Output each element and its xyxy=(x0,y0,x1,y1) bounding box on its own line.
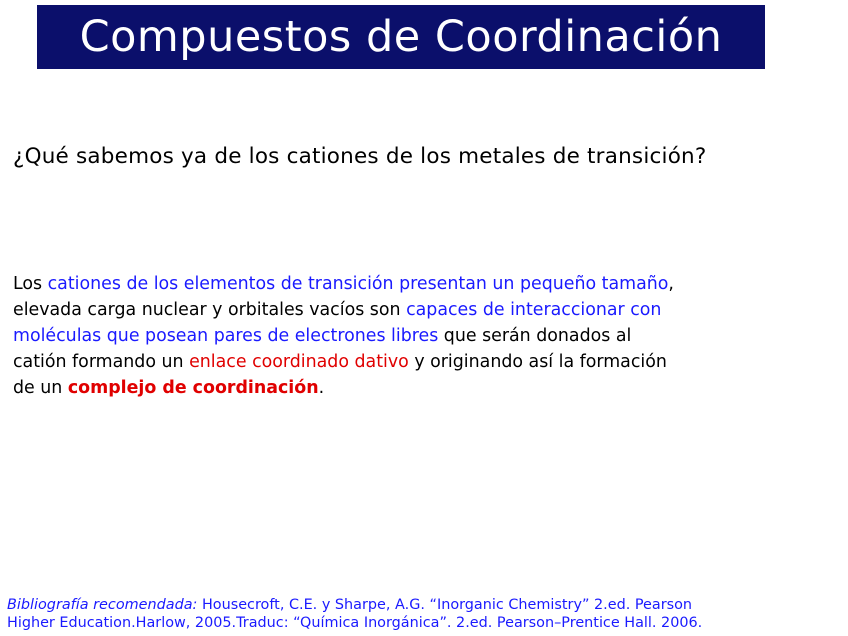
bibliography-line-2: Higher Education.Harlow, 2005.Traduc: “Química Inorgánica”. 2.ed. Pearson–Prentice Hall. 2006. xyxy=(7,615,703,631)
bibliography-line-1 xyxy=(7,596,843,614)
text-run: . xyxy=(318,378,325,398)
body-paragraph xyxy=(13,271,838,401)
slide-title: Compuestos de Coordinación xyxy=(79,12,723,62)
text-run: que serán donados al xyxy=(438,326,632,346)
text-run: Housecroft, C.E. y Sharpe, A.G. “Inorganic Chemistry” 2.ed. Pearson xyxy=(197,597,693,613)
text-run: Los xyxy=(13,274,48,294)
text-run: , xyxy=(668,274,674,294)
question-heading: ¿Qué sabemos ya de los cationes de los metales de transición? xyxy=(13,144,707,169)
title-banner xyxy=(37,5,765,69)
paragraph-line-2 xyxy=(13,297,838,323)
highlight-red: enlace coordinado dativo xyxy=(189,352,409,372)
text-run: y originando así la formación xyxy=(408,352,667,372)
bibliography-label: Bibliografía recomendada: xyxy=(7,597,198,613)
highlight-blue: capaces de interaccionar con xyxy=(406,300,662,320)
highlight-red-bold: complejo de coordinación xyxy=(67,378,319,398)
text-run: de un xyxy=(13,378,68,398)
text-run: elevada carga nuclear y orbitales vacíos son xyxy=(13,300,407,320)
text-run: catión formando un xyxy=(13,352,190,372)
paragraph-line-1 xyxy=(13,271,838,297)
paragraph-line-5 xyxy=(13,375,838,401)
paragraph-line-3 xyxy=(13,323,838,349)
bibliography xyxy=(7,596,843,632)
highlight-blue: moléculas que posean pares de electrones libres xyxy=(13,326,439,346)
paragraph-line-4 xyxy=(13,349,838,375)
highlight-blue: cationes de los elementos de transición presentan un pequeño tamaño xyxy=(47,274,669,294)
